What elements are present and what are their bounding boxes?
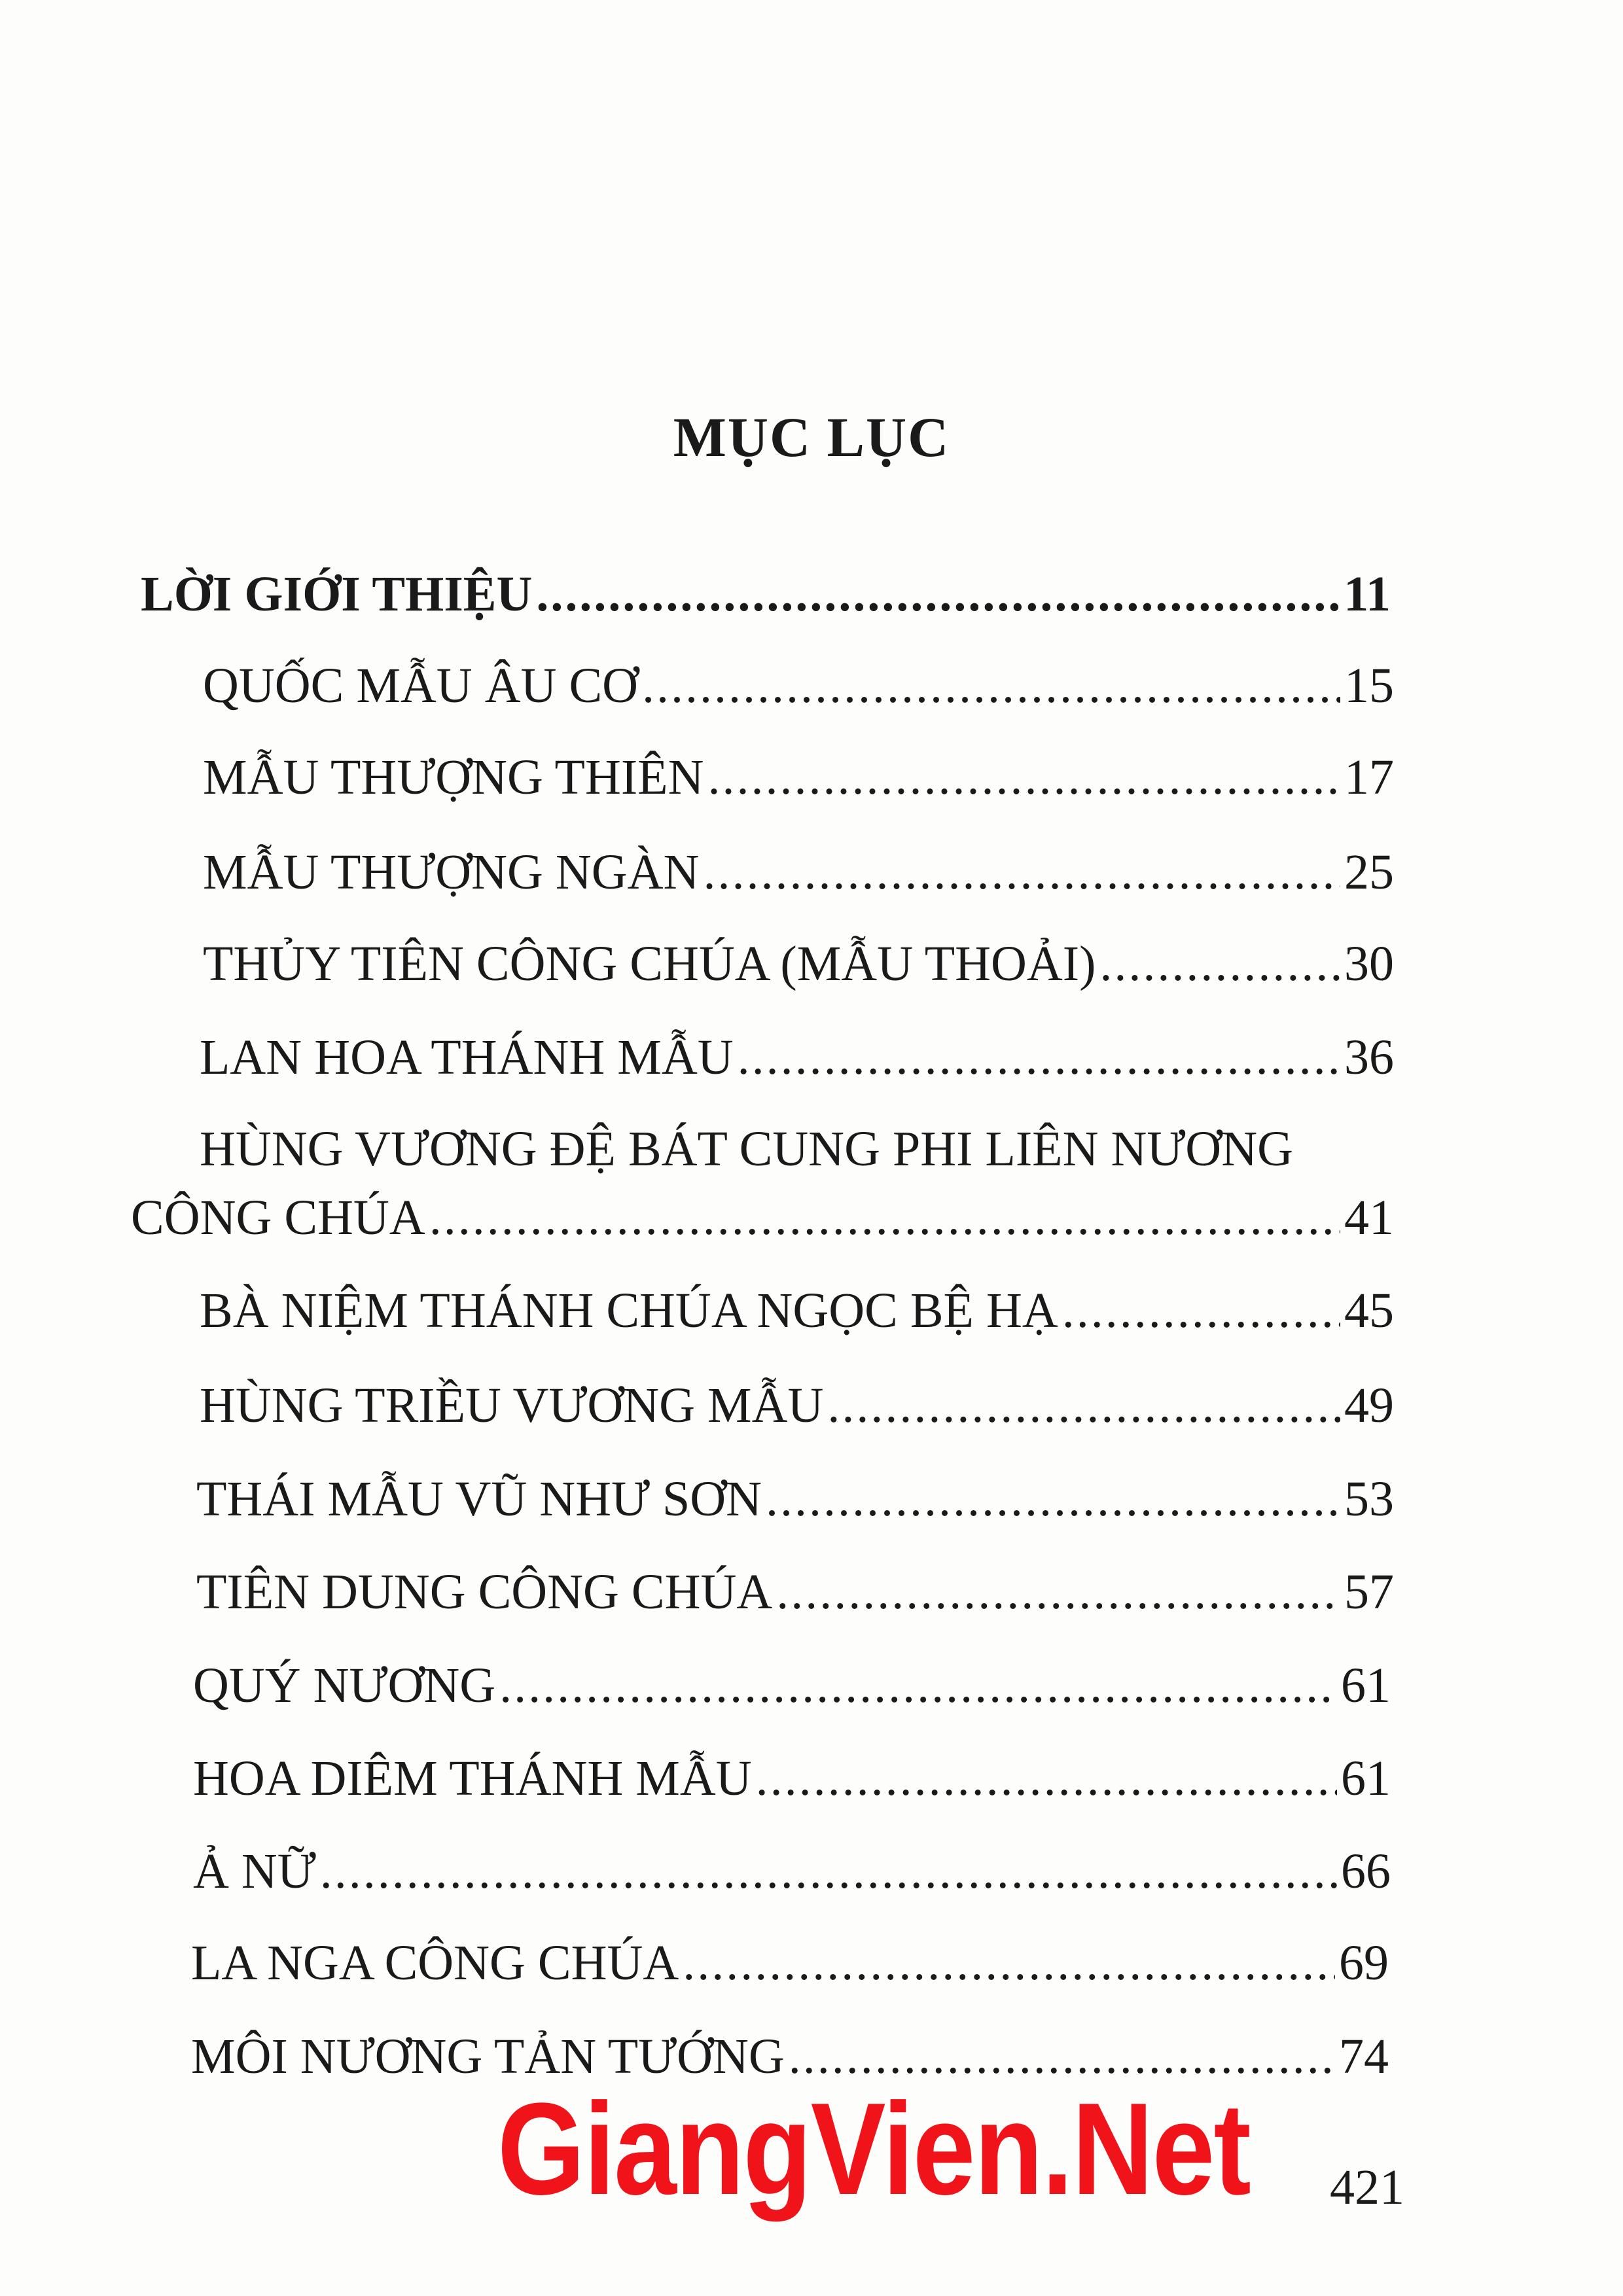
toc-entry-label: LA NGA CÔNG CHÚA — [191, 1935, 679, 1990]
toc-entry — [191, 1935, 1389, 1990]
page-title: MỤC LỤC — [673, 406, 950, 468]
toc-entry — [196, 1472, 1394, 1527]
toc-entry-label: MẪU THƯỢNG THIÊN — [203, 750, 704, 805]
toc-entry-page: 30 — [1344, 936, 1394, 991]
toc-entry — [193, 1658, 1391, 1713]
toc-entry-label: BÀ NIỆM THÁNH CHÚA NGỌC BỆ HẠ — [200, 1283, 1058, 1338]
toc-entry-page: 49 — [1344, 1378, 1394, 1433]
dot-leader — [1062, 1286, 1340, 1335]
toc-entry — [200, 1378, 1394, 1433]
dot-leader — [320, 1846, 1337, 1896]
toc-entry — [131, 1190, 1394, 1245]
toc-entry — [200, 1030, 1394, 1085]
toc-entry-label: LỜI GIỚI THIỆU — [141, 567, 533, 622]
toc-entry-page: 25 — [1344, 845, 1394, 900]
dot-leader — [536, 569, 1340, 619]
toc-entry-label-line1: HÙNG VƯƠNG ĐỆ BÁT CUNG PHI LIÊN NƯƠNG — [200, 1122, 1293, 1176]
watermark-text: GiangVien.Net — [497, 2076, 1251, 2222]
toc-entry-label: THỦY TIÊN CÔNG CHÚA (MẪU THOẢI) — [203, 936, 1096, 991]
toc-entry-label: MÔI NƯƠNG TẢN TƯỚNG — [191, 2029, 785, 2084]
page-number: 421 — [1330, 2160, 1404, 2215]
toc-entry-page: 57 — [1344, 1564, 1394, 1619]
toc-entry — [141, 567, 1391, 622]
toc-entry-page: 36 — [1344, 1030, 1394, 1085]
toc-entry-page: 69 — [1339, 1935, 1389, 1990]
toc-entry-page: 61 — [1341, 1751, 1391, 1806]
dot-leader — [738, 1033, 1340, 1082]
toc-entry-page: 11 — [1344, 567, 1391, 622]
toc-entry-label: CÔNG CHÚA — [131, 1190, 425, 1245]
toc-entry — [203, 750, 1394, 805]
dot-leader — [707, 752, 1340, 802]
dot-leader — [766, 1474, 1340, 1524]
toc-entry-page: 17 — [1344, 750, 1394, 805]
toc-entry — [203, 658, 1394, 713]
dot-leader — [827, 1381, 1340, 1430]
toc-entry-page: 15 — [1344, 658, 1394, 713]
toc-entry-label: QUỐC MẪU ÂU CƠ — [203, 658, 639, 713]
dot-leader — [703, 847, 1340, 897]
dot-leader — [683, 1938, 1335, 1988]
toc-entry-page: 41 — [1344, 1190, 1394, 1245]
dot-leader — [499, 1661, 1337, 1710]
toc-entry-label: TIÊN DUNG CÔNG CHÚA — [196, 1564, 773, 1619]
toc-entry — [200, 1283, 1394, 1338]
toc-entry-page: 45 — [1344, 1283, 1394, 1338]
toc-entry-label: THÁI MẪU VŨ NHƯ SƠN — [196, 1472, 762, 1527]
toc-entry-label: QUÝ NƯƠNG — [193, 1658, 496, 1713]
toc-entry-label: HOA DIÊM THÁNH MẪU — [193, 1751, 752, 1806]
toc-entry-label: LAN HOA THÁNH MẪU — [200, 1030, 734, 1085]
dot-leader — [642, 661, 1340, 711]
toc-entry-label: MẪU THƯỢNG NGÀN — [203, 845, 700, 900]
toc-entry — [203, 936, 1394, 991]
toc-entry-page: 66 — [1341, 1844, 1391, 1899]
toc-entry — [193, 1751, 1391, 1806]
dot-leader — [429, 1193, 1340, 1243]
toc-entry — [193, 1844, 1391, 1899]
toc-entry-page: 53 — [1344, 1472, 1394, 1527]
toc-entry-page: 61 — [1341, 1658, 1391, 1713]
toc-entry-label: HÙNG TRIỀU VƯƠNG MẪU — [200, 1378, 824, 1433]
dot-leader — [776, 1567, 1340, 1617]
toc-entry-label: Ả NỮ — [193, 1844, 316, 1899]
toc-entry — [196, 1564, 1394, 1619]
toc-entry — [203, 845, 1394, 900]
dot-leader — [1099, 939, 1340, 989]
dot-leader — [756, 1754, 1337, 1803]
toc-entry-page: 74 — [1339, 2029, 1389, 2084]
